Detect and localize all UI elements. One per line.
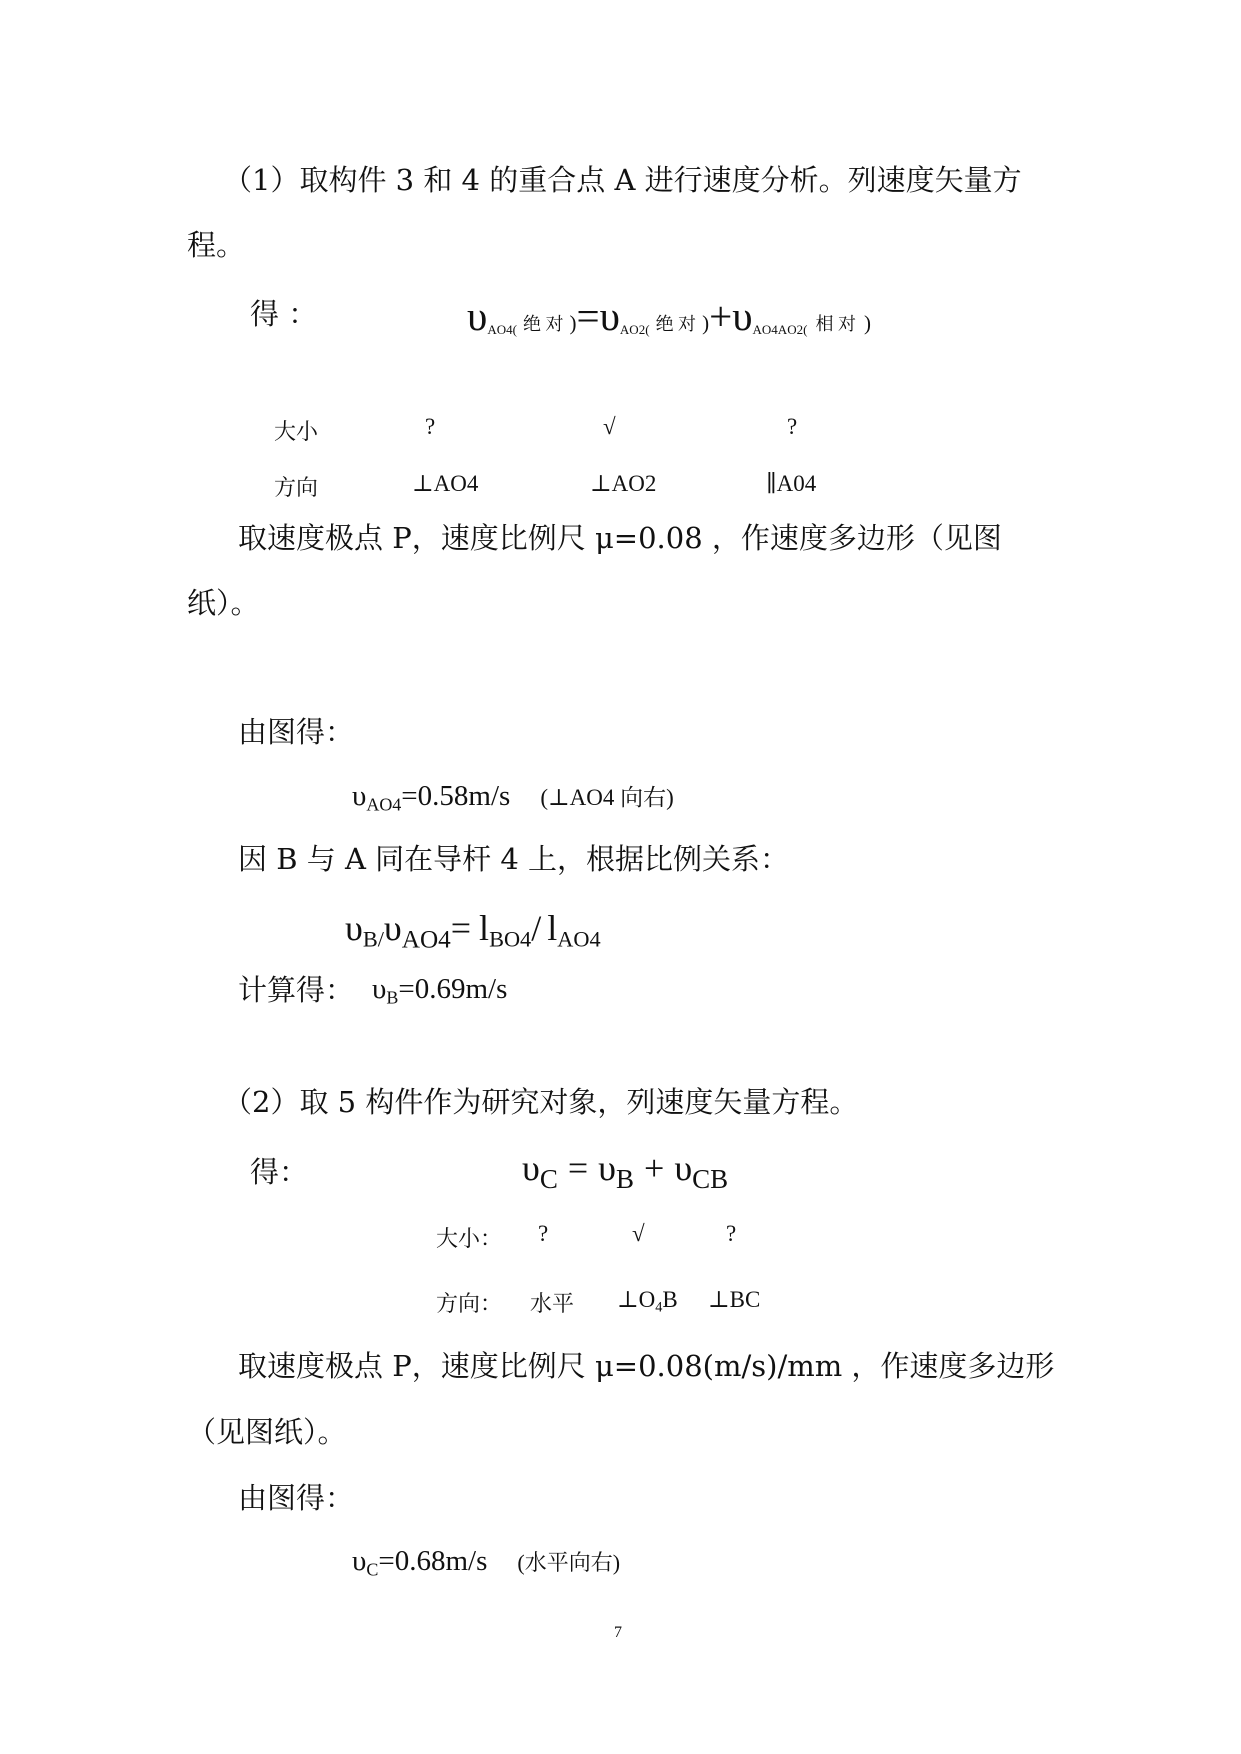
section1-pole-line2: 纸）。 <box>187 586 260 620</box>
ratio-sub4: AO4 <box>557 926 601 952</box>
calc-sub: B <box>386 987 399 1008</box>
eq2-sub-cb: CB <box>692 1164 729 1195</box>
section1-from-figure: 由图得： <box>238 715 355 749</box>
ratio-sub2: AO4 <box>401 926 451 954</box>
ratio-equals: = <box>450 908 472 948</box>
eq1-note-absolute-2: 绝 对 <box>655 314 697 334</box>
table2-direction-value-2 <box>617 1287 678 1316</box>
eq1-sub-ao4: AO4( <box>487 321 517 337</box>
table2-dir2-post: B <box>662 1287 678 1312</box>
ratio-v2: υ <box>383 908 402 948</box>
calc-value: =0.69m/s <box>398 973 508 1005</box>
eq2-plus: + <box>644 1148 665 1188</box>
result1-value: =0.58m/s <box>401 780 511 812</box>
eq2-sub-c: C <box>539 1164 558 1195</box>
table2-direction-value-1: 水平 <box>530 1292 575 1317</box>
calc-velocity-b <box>372 973 508 1008</box>
table2-size-value-2: √ <box>632 1221 645 1246</box>
result2-note: (水平向右) <box>517 1550 621 1575</box>
velocity-equation-2 <box>522 1148 729 1195</box>
result2-sub: C <box>366 1559 379 1580</box>
section1-de-label: 得 ： <box>250 297 318 331</box>
velocity-equation-1 <box>467 293 871 339</box>
section1-pole-line1: 取速度极点 P，速度比例尺 μ=0.08 ，作速度多边形（见图 <box>238 521 1002 555</box>
eq2-v-c: υ <box>522 1148 540 1188</box>
section2-paragraph-line1: （2）取 5 构件作为研究对象，列速度矢量方程。 <box>223 1085 859 1119</box>
eq1-close-1: ) <box>569 311 577 335</box>
eq1-close-2: ) <box>702 311 710 335</box>
table2-size-value-1: ? <box>538 1221 549 1246</box>
section1-because-line: 因 B 与 A 同在导杆 4 上，根据比例关系： <box>238 842 790 876</box>
page-number: 7 <box>614 1624 622 1641</box>
ratio-equation <box>345 908 601 954</box>
result2-v: υ <box>352 1545 367 1577</box>
table1-size-value-3: ? <box>787 414 798 439</box>
table1-row-direction-label: 方向 <box>274 476 319 501</box>
table2-direction-value-3: ⊥BC <box>708 1287 761 1312</box>
eq1-sub-ao2: AO2( <box>619 321 650 337</box>
eq2-v-b: υ <box>598 1148 616 1188</box>
eq2-equals: = <box>567 1148 589 1188</box>
table2-dir2-sub: 4 <box>655 1299 663 1316</box>
result1-note: (⊥AO4 向右) <box>540 785 674 810</box>
result-velocity-ao4 <box>352 780 674 815</box>
ratio-sub3: BO4 <box>489 926 532 952</box>
table1-row-size-label: 大小 <box>274 420 319 445</box>
ratio-l2: l <box>547 908 558 948</box>
table1-direction-value-1: ⊥AO4 <box>412 471 479 496</box>
result1-v: υ <box>352 780 367 812</box>
eq1-equals: = <box>576 293 600 339</box>
section1-calc-label: 计算得： <box>238 973 355 1007</box>
section2-de-label: 得： <box>250 1155 309 1189</box>
eq1-v-ao4ao2: υ <box>732 293 753 339</box>
table2-row-direction-label: 方向： <box>436 1292 503 1317</box>
section2-pole-line2: （见图纸）。 <box>187 1415 347 1449</box>
section1-paragraph-line2: 程。 <box>187 228 246 262</box>
eq1-note-relative: 相 对 <box>815 314 856 334</box>
ratio-l1: l <box>479 908 490 948</box>
eq1-close-3: ) <box>863 311 871 335</box>
table2-dir2-pre: ⊥O <box>617 1287 656 1312</box>
table1-direction-value-2: ⊥AO2 <box>590 471 657 496</box>
ratio-slash: / <box>531 908 542 948</box>
result2-value: =0.68m/s <box>378 1545 488 1577</box>
section2-from-figure: 由图得： <box>238 1481 355 1515</box>
ratio-v1: υ <box>345 908 363 948</box>
section1-paragraph-line1: （1）取构件 3 和 4 的重合点 A 进行速度分析。列速度矢量方 <box>223 163 1022 197</box>
eq1-plus: + <box>709 293 733 339</box>
eq2-sub-b: B <box>615 1164 634 1195</box>
calc-v: υ <box>372 973 387 1005</box>
table2-size-value-3: ? <box>726 1221 737 1246</box>
eq2-v-cb: υ <box>674 1148 693 1188</box>
table1-direction-value-3: ∥A04 <box>766 471 817 496</box>
eq1-sub-ao4ao2: AO4AO2( <box>752 321 808 337</box>
ratio-sub1: B/ <box>362 926 384 952</box>
eq1-v-ao2: υ <box>599 293 620 339</box>
table1-size-value-1: ? <box>425 414 436 439</box>
table1-size-value-2: √ <box>603 414 616 439</box>
eq1-note-absolute-1: 绝 对 <box>522 314 564 334</box>
result-velocity-c <box>352 1545 621 1580</box>
section2-pole-line1: 取速度极点 P，速度比例尺 μ=0.08(m/s)/mm ，作速度多边形 <box>238 1349 1055 1383</box>
result1-sub: AO4 <box>366 794 402 815</box>
table2-row-size-label: 大小： <box>436 1227 503 1252</box>
eq1-v-aо4: υ <box>467 293 488 339</box>
